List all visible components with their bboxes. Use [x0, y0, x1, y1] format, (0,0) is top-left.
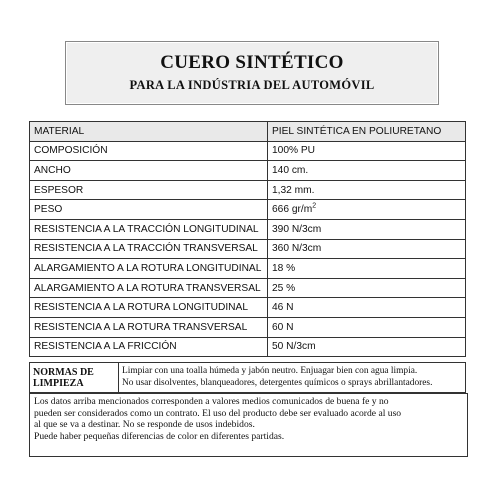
row-label: RESISTENCIA A LA TRACCIÓN TRANSVERSAL	[30, 239, 268, 259]
note-line: pueden ser considerados como un contrato. El uso del producto debe ser evaluado acorde al uso	[34, 407, 402, 419]
cleaning-instructions	[119, 363, 466, 393]
header-label: MATERIAL	[30, 122, 268, 142]
cleaning-section	[29, 362, 466, 393]
title-box	[65, 41, 439, 105]
row-value: 1,32 mm.	[268, 180, 466, 200]
table-row	[30, 278, 466, 298]
cleaning-label	[30, 363, 119, 393]
table-header-row	[30, 122, 466, 142]
row-value: 140 cm.	[268, 161, 466, 181]
weight-exponent: 2	[312, 202, 317, 210]
note-line: al que se va a destinar. No se responde de usos indebidos.	[34, 419, 255, 430]
note-line: Puede haber pequeñas diferencias de color en diferentes partidas.	[34, 430, 285, 442]
note-line: Los datos arriba mencionados corresponden a valores medios comunicados de buena fe y no	[34, 396, 389, 407]
row-value: 25 %	[268, 278, 466, 298]
row-value	[268, 200, 466, 220]
table-row	[30, 200, 466, 220]
spec-table	[29, 121, 466, 357]
row-label: RESISTENCIA A LA ROTURA TRANSVERSAL	[30, 317, 268, 337]
table-row	[30, 219, 466, 239]
weight-value: 666 gr/m	[272, 204, 313, 216]
row-value: 100% PU	[268, 141, 466, 161]
cleaning-line: No usar disolventes, blanqueadores, detergentes químicos o sprays abrillantadores.	[122, 377, 433, 388]
table-row	[30, 337, 466, 357]
row-value: 60 N	[268, 317, 466, 337]
table-row	[30, 239, 466, 259]
row-value: 46 N	[268, 298, 466, 318]
cleaning-label-line: LIMPIEZA	[33, 378, 84, 389]
row-label: ALARGAMIENTO A LA ROTURA TRANSVERSAL	[30, 278, 268, 298]
document-title: CUERO SINTÉTICO	[160, 52, 344, 73]
table-row	[30, 180, 466, 200]
row-label: RESISTENCIA A LA ROTURA LONGITUDINAL	[30, 298, 268, 318]
header-value: PIEL SINTÉTICA EN POLIURETANO	[268, 122, 466, 142]
row-value: 390 N/3cm	[268, 219, 466, 239]
row-value: 50 N/3cm	[268, 337, 466, 357]
disclaimer-note	[29, 393, 468, 457]
document-subtitle: PARA LA INDÚSTRIA DEL AUTOMÓVIL	[129, 78, 375, 92]
row-label: PESO	[30, 200, 268, 220]
row-label: COMPOSICIÓN	[30, 141, 268, 161]
row-value: 360 N/3cm	[268, 239, 466, 259]
row-label: ESPESOR	[30, 180, 268, 200]
table-row	[30, 161, 466, 181]
row-label: ANCHO	[30, 161, 268, 181]
cleaning-label-line: NORMAS DE	[33, 367, 94, 378]
table-row	[30, 141, 466, 161]
table-row	[30, 298, 466, 318]
table-row	[30, 317, 466, 337]
table-row	[30, 259, 466, 279]
row-value: 18 %	[268, 259, 466, 279]
cleaning-line: Limpiar con una toalla húmeda y jabón neutro. Enjuagar bien con agua limpia.	[122, 366, 418, 376]
row-label: RESISTENCIA A LA FRICCIÓN	[30, 337, 268, 357]
row-label: RESISTENCIA A LA TRACCIÓN LONGITUDINAL	[30, 219, 268, 239]
row-label: ALARGAMIENTO A LA ROTURA LONGITUDINAL	[30, 259, 268, 279]
